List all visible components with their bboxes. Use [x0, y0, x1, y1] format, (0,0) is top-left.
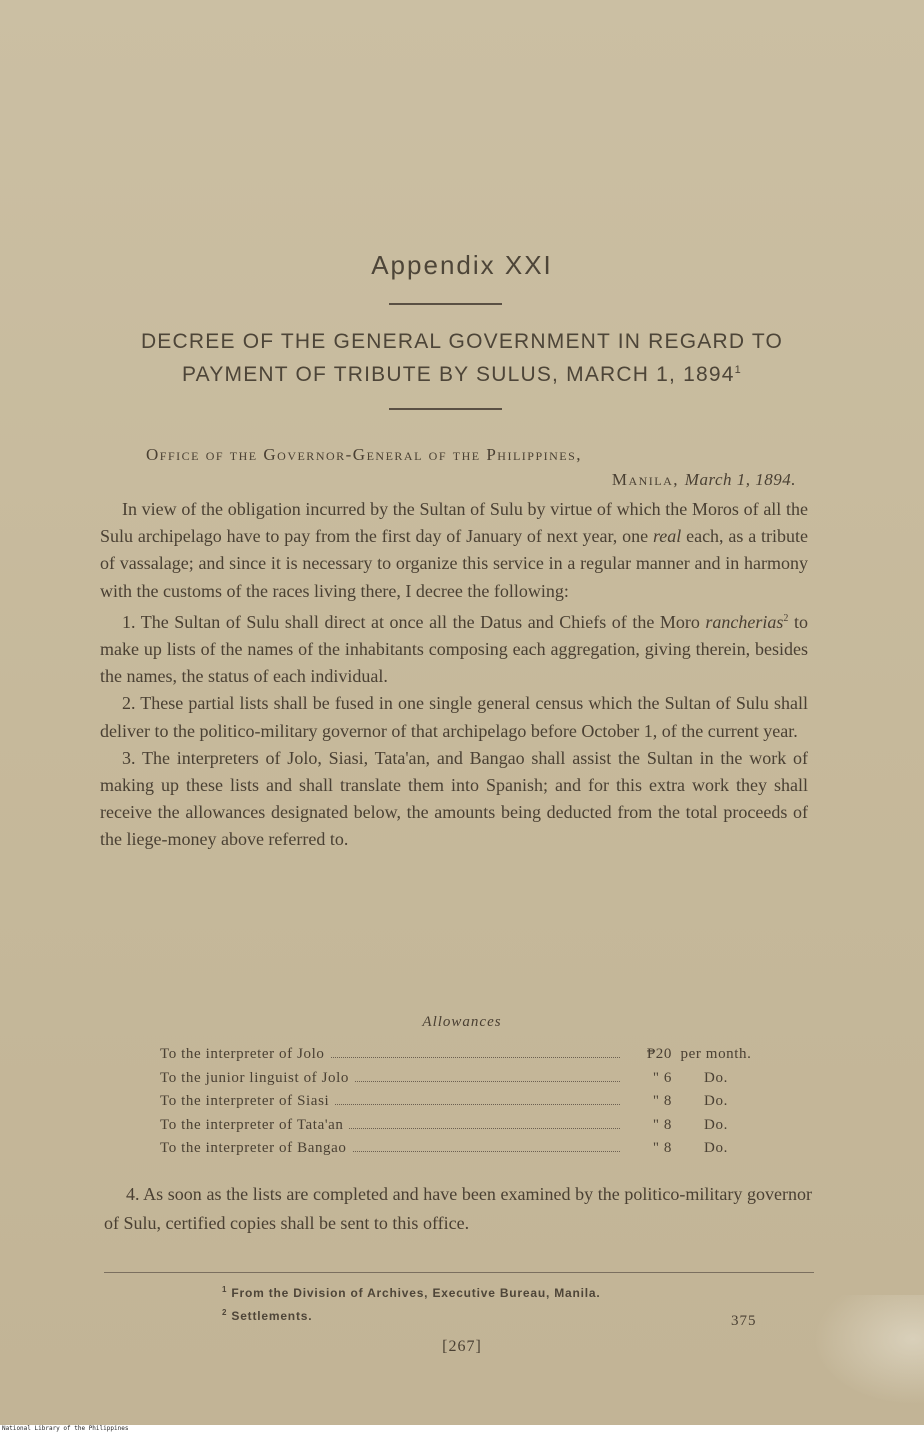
credit-strip	[0, 1425, 924, 1433]
allowance-unit: per month.	[680, 1046, 752, 1062]
item-1-text-b: to make up lists of the names of the inhabitants composing each aggregation, giving therein, besides the names, the status of each individual.	[100, 611, 808, 687]
office-place: Manila,	[611, 470, 680, 489]
office-place-date	[146, 467, 806, 492]
allowance-label: To the interpreter of Siasi	[160, 1093, 330, 1109]
decree-body	[100, 496, 808, 854]
decree-title-line2: PAYMENT OF TRIBUTE BY SULUS, MARCH 1, 1894	[182, 363, 735, 386]
allowance-amount: " 8	[652, 1140, 672, 1156]
intro-paragraph	[100, 496, 808, 605]
allowance-amount: " 6	[652, 1069, 672, 1086]
allowance-unit: Do.	[704, 1069, 728, 1086]
dot-leader	[331, 1056, 620, 1058]
allowances-heading: Allowances	[422, 1014, 502, 1030]
item-1-rancherias: rancherias	[705, 611, 784, 632]
item-4-block	[104, 1180, 812, 1237]
office-date: March 1, 1894.	[684, 470, 796, 489]
footnote-2-mark: 2	[222, 1308, 228, 1317]
allowance-row	[160, 1140, 760, 1164]
footnote-ref-2: 2	[783, 612, 789, 624]
original-page-number: [267]	[442, 1338, 482, 1355]
allowance-label: To the interpreter of Tata'an	[160, 1116, 344, 1133]
footnotes	[222, 1280, 782, 1326]
page-stain	[814, 1295, 924, 1405]
dot-leader	[353, 1150, 620, 1152]
allowance-unit: Do.	[704, 1116, 728, 1133]
decree-title	[60, 328, 864, 389]
footnote-1-mark: 1	[222, 1285, 228, 1294]
decree-title-line1: DECREE OF THE GENERAL GOVERNMENT IN REGARD TO	[140, 330, 784, 353]
dot-leader	[335, 1103, 620, 1105]
intro-real: real	[652, 526, 682, 547]
footnote-ref-1: 1	[734, 364, 742, 376]
office-heading	[146, 442, 806, 492]
item-1-paragraph	[100, 605, 808, 691]
footnote-1-text: From the Division of Archives, Executive Bureau, Manila.	[231, 1286, 601, 1300]
intro-text-b: each, as a tribute of vassalage; and since it is necessary to organize this service in a regular manner and in harmony with the customs of the races living there, I decree the following:	[100, 526, 808, 601]
item-2-paragraph: 2. These partial lists shall be fused in one single general census which the Sultan of Sulu shall deliver to the politico-military governor of that archipelago before October 1, of the current year.	[100, 693, 808, 741]
allowance-row	[160, 1093, 760, 1117]
footnote-1	[222, 1280, 782, 1303]
allowance-row	[160, 1070, 760, 1094]
allowance-label: To the interpreter of Bangao	[160, 1140, 347, 1156]
allowance-unit: Do.	[704, 1093, 728, 1109]
office-line: Office of the Governor-General of the Philippines,	[146, 445, 583, 464]
allowance-label: To the junior linguist of Jolo	[160, 1069, 350, 1086]
intro-text-a: In view of the obligation incurred by the Sultan of Sulu by virtue of which the Moros of all the Sulu archipelago have to pay from the first day of January of next year, one	[100, 499, 808, 547]
dot-leader	[349, 1127, 620, 1129]
dot-leader	[355, 1080, 620, 1082]
allowance-unit: Do.	[704, 1140, 728, 1156]
allowance-row	[160, 1046, 760, 1070]
allowance-row	[160, 1117, 760, 1141]
item-1-text-a: 1. The Sultan of Sulu shall direct at once all the Datus and Chiefs of the Moro	[122, 611, 706, 632]
appendix-title: Appendix XXI	[371, 250, 553, 280]
allowances-table	[160, 1046, 760, 1164]
item-4-paragraph: 4. As soon as the lists are completed and have been examined by the politico-military governor of Sulu, certified copies shall be sent to this office.	[104, 1184, 812, 1233]
page-number: 375	[731, 1313, 757, 1329]
library-credit: National Library of the Philippines	[2, 1425, 129, 1432]
title-divider-top	[389, 303, 502, 305]
allowance-label: To the interpreter of Jolo	[160, 1046, 325, 1062]
item-3-paragraph: 3. The interpreters of Jolo, Siasi, Tata'an, and Bangao shall assist the Sultan in the work of making up these lists and shall translate them into Spanish; and for this extra work they shall receive the allowances designated below, the amounts being deducted from the total proceeds of the liege-money above referred to.	[100, 747, 808, 850]
allowance-amount: " 8	[652, 1093, 672, 1109]
allowance-amount: " 8	[652, 1116, 672, 1133]
footnote-2-text: Settlements.	[231, 1309, 313, 1323]
footnote-divider	[104, 1272, 814, 1273]
title-divider-bottom	[389, 408, 502, 410]
allowance-amount: ₱20	[646, 1046, 672, 1062]
footnote-2	[222, 1303, 782, 1326]
